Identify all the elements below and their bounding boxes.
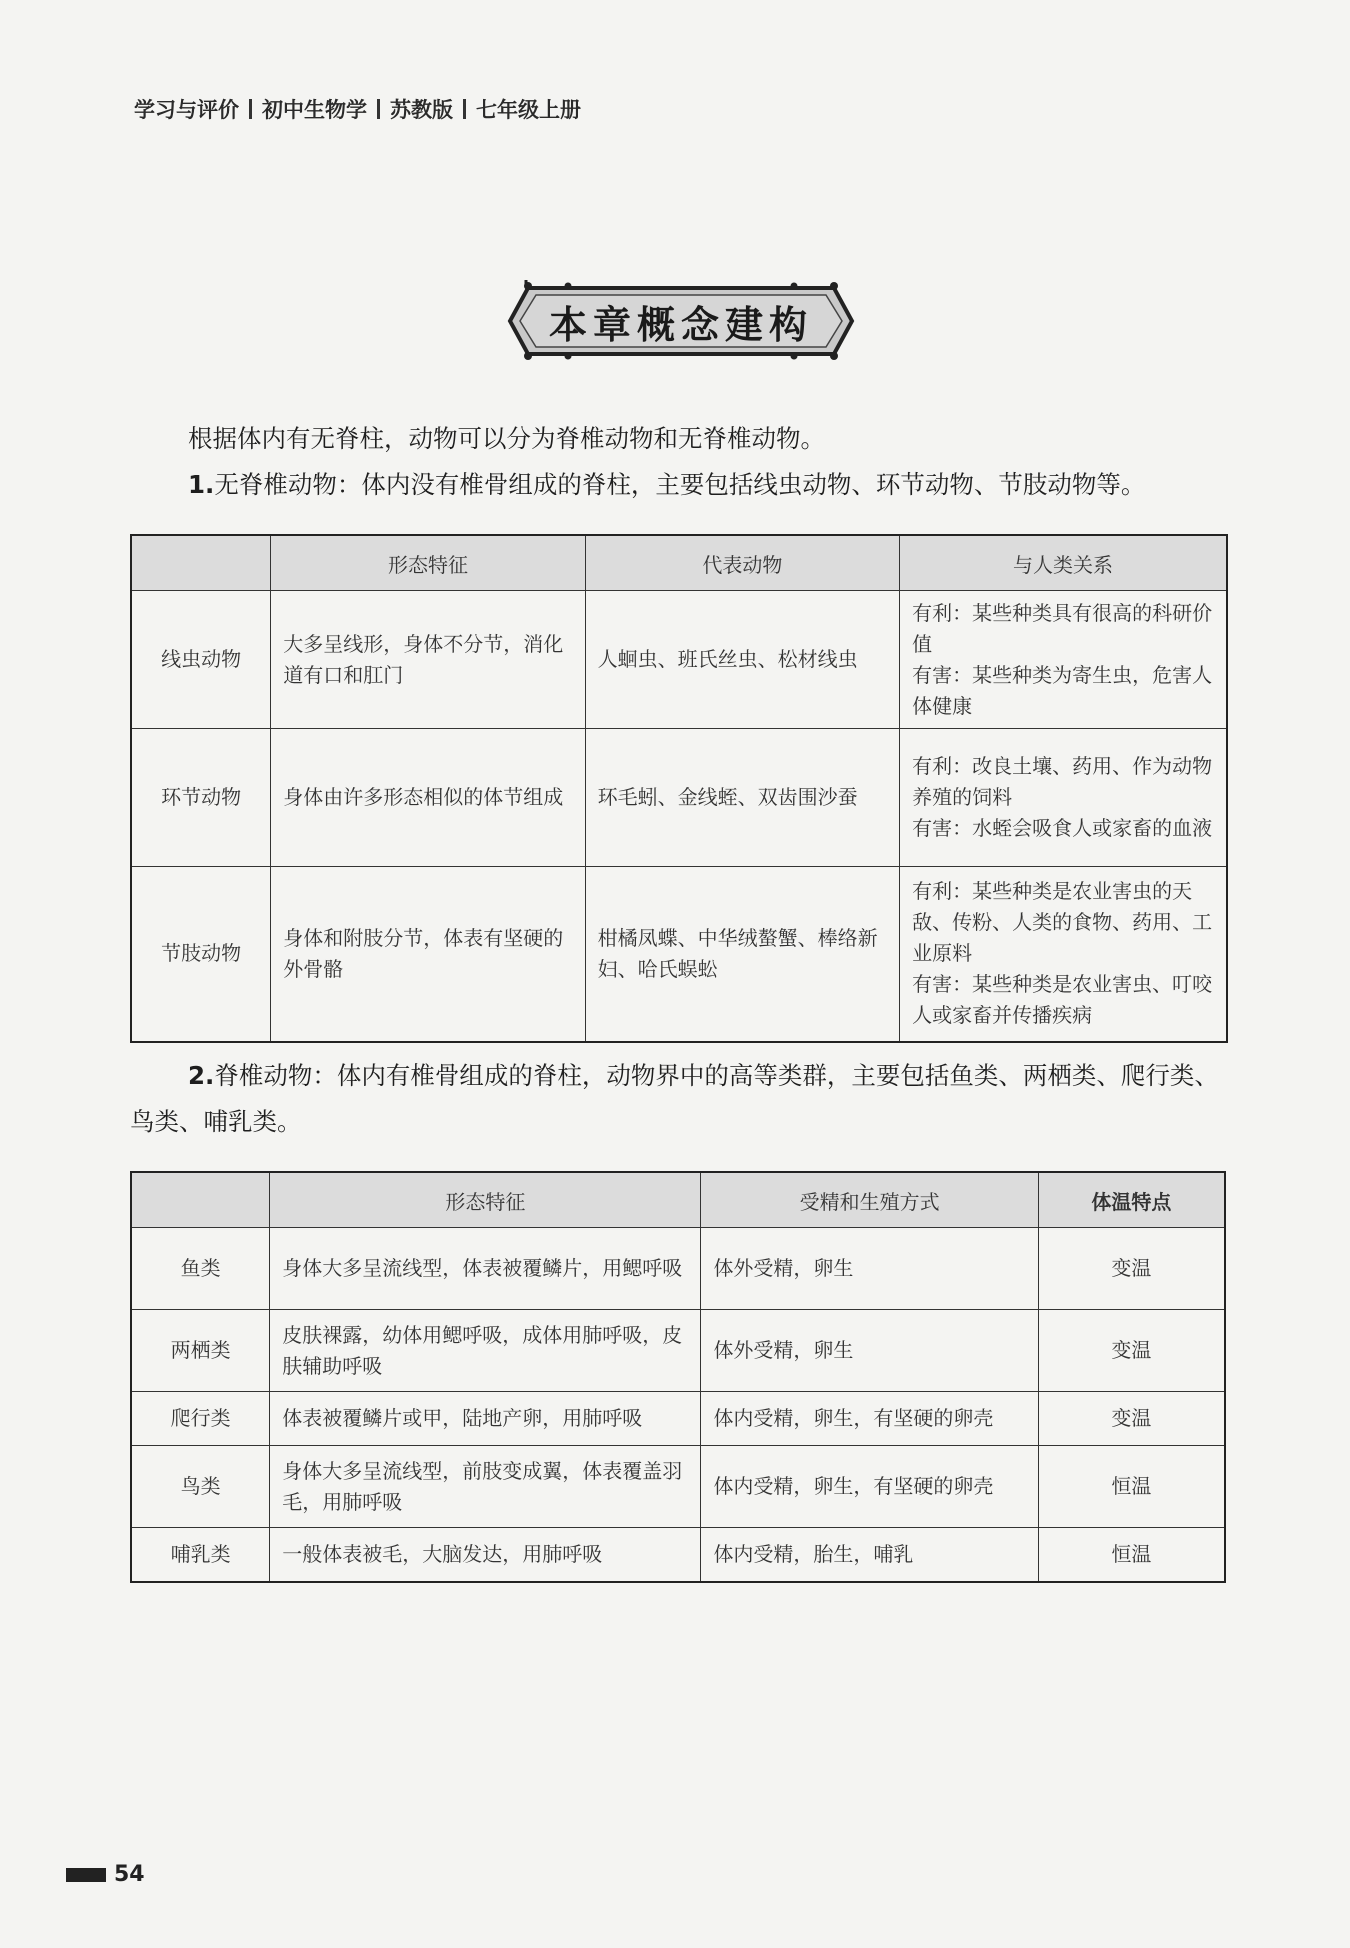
vertebrate-class-cell: 哺乳类 xyxy=(131,1528,270,1582)
header-separator xyxy=(463,99,466,119)
table-header-cell: 代表动物 xyxy=(585,535,899,591)
header-edition: 苏教版 xyxy=(390,98,453,122)
reproduction-cell: 体外受精，卵生 xyxy=(701,1228,1038,1310)
animal-group-cell: 环节动物 xyxy=(131,729,271,867)
temperature-cell: 变温 xyxy=(1038,1392,1225,1446)
vertebrate-class-cell: 鸟类 xyxy=(131,1446,270,1528)
reproduction-cell: 体内受精，卵生，有坚硬的卵壳 xyxy=(701,1446,1038,1528)
animal-group-cell: 线虫动物 xyxy=(131,591,271,729)
page-number: 54 xyxy=(114,1862,145,1887)
header-subject: 初中生物学 xyxy=(262,98,367,122)
table-header-cell xyxy=(131,1172,270,1228)
section2-text: 脊椎动物：体内有椎骨组成的脊柱，动物界中的高等类群，主要包括鱼类、两栖类、爬行类、鸟类、哺乳类。 xyxy=(130,1061,1219,1136)
temperature-cell: 恒温 xyxy=(1038,1446,1225,1528)
feature-cell: 体表被覆鳞片或甲，陆地产卵，用肺呼吸 xyxy=(270,1392,701,1446)
feature-cell: 一般体表被毛，大脑发达，用肺呼吸 xyxy=(270,1528,701,1582)
table-header-cell: 形态特征 xyxy=(271,535,585,591)
header-series: 学习与评价 xyxy=(134,98,239,122)
header-separator xyxy=(377,99,380,119)
chapter-banner xyxy=(506,280,856,362)
feature-cell: 身体由许多形态相似的体节组成 xyxy=(271,729,585,867)
table-row xyxy=(131,591,1227,729)
reproduction-cell: 体内受精，卵生，有坚硬的卵壳 xyxy=(701,1392,1038,1446)
section1-text: 无脊椎动物：体内没有椎骨组成的脊柱，主要包括线虫动物、环节动物、节肢动物等。 xyxy=(214,470,1146,499)
table-header-cell xyxy=(131,535,271,591)
temperature-cell: 变温 xyxy=(1038,1228,1225,1310)
vertebrate-class-cell: 两栖类 xyxy=(131,1310,270,1392)
table-header-row xyxy=(131,1172,1225,1228)
page-footer xyxy=(66,1862,145,1887)
table-row xyxy=(131,1228,1225,1310)
header-grade: 七年级上册 xyxy=(476,98,581,122)
feature-cell: 身体和附肢分节，体表有坚硬的外骨骼 xyxy=(271,867,585,1042)
table-row xyxy=(131,1446,1225,1528)
reproduction-cell: 体外受精，卵生 xyxy=(701,1310,1038,1392)
intro-paragraph: 根据体内有无脊柱，动物可以分为脊椎动物和无脊椎动物。 xyxy=(188,424,825,453)
table-header-cell: 体温特点 xyxy=(1038,1172,1225,1228)
relation-cell: 有利：某些种类是农业害虫的天敌、传粉、人类的食物、药用、工业原料 有害：某些种类是农业害虫、叮咬人或家畜并传播疾病 xyxy=(900,867,1227,1042)
table-row xyxy=(131,1310,1225,1392)
vertebrate-class-cell: 鱼类 xyxy=(131,1228,270,1310)
temperature-cell: 恒温 xyxy=(1038,1528,1225,1582)
header-separator xyxy=(249,99,252,119)
feature-cell: 身体大多呈流线型，体表被覆鳞片，用鳃呼吸 xyxy=(270,1228,701,1310)
animal-group-cell: 节肢动物 xyxy=(131,867,271,1042)
relation-cell: 有利：某些种类具有很高的科研价值 有害：某些种类为寄生虫，危害人体健康 xyxy=(900,591,1227,729)
table-row xyxy=(131,1528,1225,1582)
section2-number: 2. xyxy=(188,1061,215,1090)
chapter-banner-title: 本章概念建构 xyxy=(548,302,813,347)
table-header-cell: 形态特征 xyxy=(270,1172,701,1228)
section2-paragraph xyxy=(130,1053,1230,1145)
table-header-cell: 受精和生殖方式 xyxy=(701,1172,1038,1228)
section1-paragraph xyxy=(188,462,1248,508)
reproduction-cell: 体内受精，胎生，哺乳 xyxy=(701,1528,1038,1582)
temperature-cell: 变温 xyxy=(1038,1310,1225,1392)
table-row xyxy=(131,1392,1225,1446)
feature-cell: 大多呈线形，身体不分节，消化道有口和肛门 xyxy=(271,591,585,729)
running-header xyxy=(134,94,581,124)
invertebrate-table xyxy=(130,534,1228,1043)
examples-cell: 柑橘凤蝶、中华绒螯蟹、棒络新妇、哈氏蜈蚣 xyxy=(585,867,899,1042)
feature-cell: 身体大多呈流线型，前肢变成翼，体表覆盖羽毛，用肺呼吸 xyxy=(270,1446,701,1528)
feature-cell: 皮肤裸露，幼体用鳃呼吸，成体用肺呼吸，皮肤辅助呼吸 xyxy=(270,1310,701,1392)
table-row xyxy=(131,867,1227,1042)
footer-bar-icon xyxy=(66,1868,106,1882)
table-row xyxy=(131,729,1227,867)
section1-number: 1. xyxy=(188,470,215,499)
vertebrate-class-cell: 爬行类 xyxy=(131,1392,270,1446)
vertebrate-table xyxy=(130,1171,1226,1583)
table-header-cell: 与人类关系 xyxy=(900,535,1227,591)
examples-cell: 人蛔虫、班氏丝虫、松材线虫 xyxy=(585,591,899,729)
examples-cell: 环毛蚓、金线蛭、双齿围沙蚕 xyxy=(585,729,899,867)
relation-cell: 有利：改良土壤、药用、作为动物养殖的饲料 有害：水蛭会吸食人或家畜的血液 xyxy=(900,729,1227,867)
table-header-row xyxy=(131,535,1227,591)
